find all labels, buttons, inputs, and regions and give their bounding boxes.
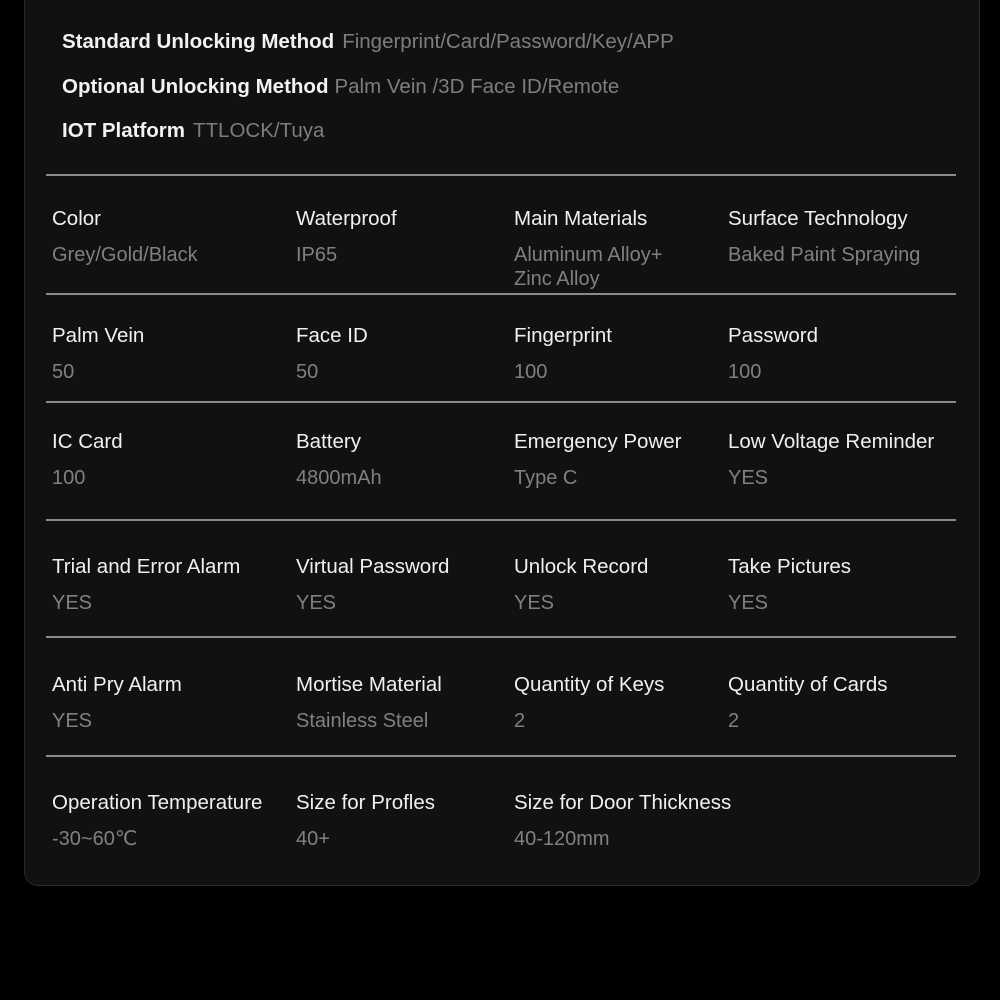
spec-cell-quantity-keys bbox=[514, 673, 744, 733]
spec-value: Stainless Steel bbox=[296, 710, 429, 732]
spec-value: YES bbox=[514, 592, 555, 614]
divider bbox=[46, 636, 956, 638]
spec-cell-surface-technology bbox=[728, 207, 958, 267]
spec-value: 100 bbox=[514, 361, 548, 383]
spec-value-line2: Zinc Alloy bbox=[514, 268, 600, 290]
spec-cell-take-pictures bbox=[728, 555, 958, 615]
spec-label: Quantity of Keys bbox=[514, 673, 665, 696]
spec-cell-low-voltage-reminder bbox=[728, 430, 958, 490]
spec-line-standard-unlocking bbox=[62, 30, 674, 54]
spec-label: IC Card bbox=[52, 430, 123, 453]
spec-label: Fingerprint bbox=[514, 324, 612, 347]
spec-value: YES bbox=[52, 710, 93, 732]
spec-value: Palm Vein /3D Face ID/Remote bbox=[334, 75, 620, 98]
spec-value: 50 bbox=[52, 361, 75, 383]
spec-label: Quantity of Cards bbox=[728, 673, 888, 696]
spec-cell-battery bbox=[296, 430, 526, 490]
spec-label: Anti Pry Alarm bbox=[52, 673, 182, 696]
spec-value: 2 bbox=[728, 710, 740, 732]
spec-value: 100 bbox=[728, 361, 762, 383]
spec-value: 40+ bbox=[296, 828, 330, 850]
divider bbox=[46, 174, 956, 176]
spec-label: Password bbox=[728, 324, 819, 347]
spec-label: Size for Door Thickness bbox=[514, 791, 732, 814]
spec-label: Low Voltage Reminder bbox=[728, 430, 935, 453]
spec-cell-size-door-thickness bbox=[514, 791, 744, 851]
spec-cell-virtual-password bbox=[296, 555, 526, 615]
spec-value: 40-120mm bbox=[514, 828, 610, 850]
spec-label: Palm Vein bbox=[52, 324, 145, 347]
spec-value: 4800mAh bbox=[296, 467, 382, 489]
spec-cell-password bbox=[728, 324, 958, 384]
divider bbox=[46, 755, 956, 757]
spec-cell-mortise-material bbox=[296, 673, 526, 733]
spec-label: Mortise Material bbox=[296, 673, 442, 696]
spec-value: Type C bbox=[514, 467, 578, 489]
spec-cell-ic-card bbox=[52, 430, 282, 490]
spec-label: Take Pictures bbox=[728, 555, 852, 578]
spec-cell-quantity-cards bbox=[728, 673, 958, 733]
spec-value: Grey/Gold/Black bbox=[52, 244, 198, 266]
spec-cell-fingerprint bbox=[514, 324, 744, 384]
spec-value: YES bbox=[52, 592, 93, 614]
spec-label: Face ID bbox=[296, 324, 368, 347]
spec-label: Standard Unlocking Method bbox=[62, 30, 335, 53]
spec-value: Baked Paint Spraying bbox=[728, 244, 921, 266]
spec-cell-emergency-power bbox=[514, 430, 744, 490]
divider bbox=[46, 401, 956, 403]
spec-cell-operation-temperature bbox=[52, 791, 282, 851]
spec-label: IOT Platform bbox=[62, 119, 186, 142]
spec-label: Main Materials bbox=[514, 207, 648, 230]
spec-value: TTLOCK/Tuya bbox=[193, 119, 325, 142]
spec-value: YES bbox=[728, 592, 769, 614]
spec-cell-color bbox=[52, 207, 282, 267]
spec-value: Fingerprint/Card/Password/Key/APP bbox=[342, 30, 674, 53]
spec-cell-size-profiles bbox=[296, 791, 526, 851]
spec-cell-palm-vein bbox=[52, 324, 282, 384]
spec-label: Size for Profles bbox=[296, 791, 435, 814]
divider bbox=[46, 519, 956, 521]
spec-label: Emergency Power bbox=[514, 430, 682, 453]
spec-label: Virtual Password bbox=[296, 555, 450, 578]
spec-cell-anti-pry-alarm bbox=[52, 673, 282, 733]
spec-value: YES bbox=[728, 467, 769, 489]
spec-label: Optional Unlocking Method bbox=[62, 75, 329, 98]
spec-value: YES bbox=[296, 592, 337, 614]
spec-value: 100 bbox=[52, 467, 86, 489]
spec-value: -30~60℃ bbox=[52, 828, 138, 850]
spec-value: 50 bbox=[296, 361, 319, 383]
spec-line-optional-unlocking bbox=[62, 75, 619, 99]
spec-value: IP65 bbox=[296, 244, 338, 266]
spec-label: Unlock Record bbox=[514, 555, 649, 578]
spec-label: Waterproof bbox=[296, 207, 397, 230]
spec-label: Battery bbox=[296, 430, 361, 453]
spec-label: Trial and Error Alarm bbox=[52, 555, 241, 578]
spec-value: Aluminum Alloy+ bbox=[514, 244, 663, 266]
spec-line-iot-platform bbox=[62, 119, 324, 143]
spec-label: Operation Temperature bbox=[52, 791, 263, 814]
spec-cell-waterproof bbox=[296, 207, 526, 267]
spec-label: Surface Technology bbox=[728, 207, 908, 230]
spec-cell-face-id bbox=[296, 324, 526, 384]
spec-value: 2 bbox=[514, 710, 526, 732]
spec-label: Color bbox=[52, 207, 101, 230]
spec-cell-unlock-record bbox=[514, 555, 744, 615]
spec-cell-main-materials bbox=[514, 207, 744, 291]
divider bbox=[46, 293, 956, 295]
spec-cell-trial-error-alarm bbox=[52, 555, 282, 615]
